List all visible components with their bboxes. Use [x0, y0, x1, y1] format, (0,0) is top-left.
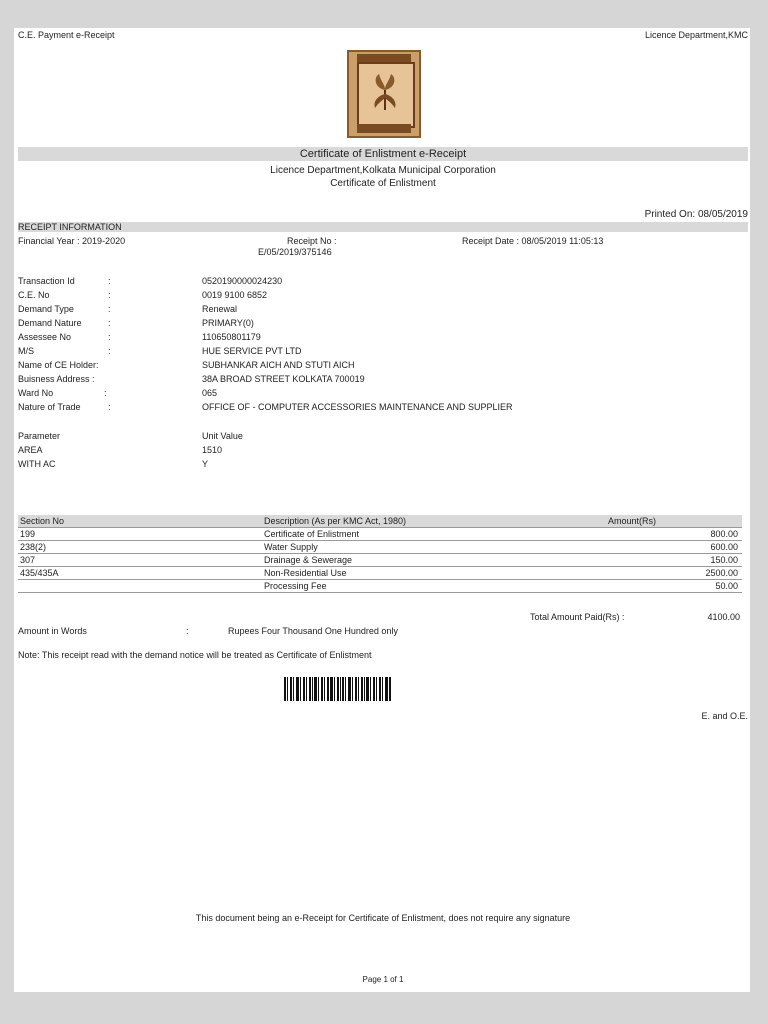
detail-value: 38A BROAD STREET KOLKATA 700019	[202, 374, 365, 384]
amount-cell: 150.00	[506, 554, 742, 567]
amount-words-value: Rupees Four Thousand One Hundred only	[228, 626, 398, 636]
table-row	[18, 541, 742, 554]
description-cell: Drainage & Sewerage	[262, 554, 506, 567]
scan-border-left	[0, 0, 14, 1024]
financial-year: Financial Year : 2019-2020	[18, 236, 126, 246]
kmc-emblem-logo	[347, 50, 421, 138]
col-header-section: Section No	[18, 515, 262, 528]
parameter-value: 1510	[202, 445, 223, 455]
receipt-no-label: Receipt No :	[287, 236, 337, 246]
section-cell: 199	[18, 528, 262, 541]
parameter-value: Y	[202, 459, 209, 469]
table-row	[18, 554, 742, 567]
section-cell: 307	[18, 554, 262, 567]
detail-sep: :	[108, 290, 111, 300]
table-row	[18, 567, 742, 580]
description-cell: Processing Fee	[262, 580, 506, 593]
section-title: RECEIPT INFORMATION	[18, 222, 122, 232]
printed-on: Printed On: 08/05/2019	[644, 209, 748, 220]
section-bar	[18, 222, 748, 232]
fees-header-row	[18, 515, 742, 528]
detail-value: 110650801179	[202, 332, 261, 342]
page-number: Page 1 of 1	[362, 975, 404, 984]
page-title: Certificate of Enlistment e-Receipt	[299, 148, 467, 160]
parameter-label: AREA	[18, 445, 43, 455]
parameter-header-value: Unit Value	[202, 431, 243, 441]
detail-label: Demand Type	[18, 304, 74, 314]
detail-label: Ward No	[18, 388, 54, 398]
subtitle-department: Licence Department,Kolkata Municipal Corporation	[270, 165, 496, 176]
description-cell: Water Supply	[262, 541, 506, 554]
detail-label: Demand Nature	[18, 318, 82, 328]
amount-cell: 50.00	[506, 580, 742, 593]
subtitle-certificate: Certificate of Enlistment	[330, 178, 436, 189]
detail-value: OFFICE OF - COMPUTER ACCESSORIES MAINTENANCE AND SUPPLIER	[202, 402, 513, 412]
scan-border-top	[0, 0, 768, 28]
detail-value: Renewal	[202, 304, 238, 314]
detail-value: 0520190000024230	[202, 276, 283, 286]
detail-label: Name of CE Holder:	[18, 360, 99, 370]
detail-label: M/S	[18, 346, 35, 356]
section-cell	[18, 580, 262, 593]
section-cell: 435/435A	[18, 567, 262, 580]
emblem-icon	[369, 72, 401, 112]
detail-value: 0019 9100 6852	[202, 290, 268, 300]
parameter-label: WITH AC	[18, 459, 56, 469]
signature-note: This document being an e-Receipt for Certificate of Enlistment, does not require any signature	[195, 913, 571, 923]
fees-table	[18, 515, 742, 593]
detail-label: Transaction Id	[18, 276, 75, 286]
detail-sep: :	[108, 276, 111, 286]
scan-border-right	[750, 0, 768, 1024]
note: Note: This receipt read with the demand notice will be treated as Certificate of Enlistment	[18, 650, 372, 660]
amount-cell: 800.00	[506, 528, 742, 541]
detail-label: Nature of Trade	[18, 402, 81, 412]
scan-border-bottom	[0, 992, 768, 1024]
col-header-description: Description (As per KMC Act, 1980)	[262, 515, 506, 528]
total-label: Total Amount Paid(Rs) :	[530, 612, 625, 622]
detail-sep: :	[108, 318, 111, 328]
detail-label: C.E. No	[18, 290, 50, 300]
detail-sep: :	[108, 402, 111, 412]
section-cell: 238(2)	[18, 541, 262, 554]
amount-words-sep: :	[186, 626, 189, 636]
receipt-date: Receipt Date : 08/05/2019 11:05:13	[462, 236, 604, 246]
detail-label: Assessee No	[18, 332, 72, 342]
detail-sep: :	[108, 304, 111, 314]
barcode	[284, 677, 392, 701]
header-right: Licence Department,KMC	[644, 30, 748, 40]
eoe: E. and O.E.	[701, 711, 748, 721]
detail-value: HUE SERVICE PVT LTD	[202, 346, 302, 356]
table-row	[18, 580, 742, 593]
amount-cell: 600.00	[506, 541, 742, 554]
detail-sep: :	[104, 388, 107, 398]
detail-value: 065	[202, 388, 218, 398]
header-left: C.E. Payment e-Receipt	[18, 30, 115, 40]
detail-value: PRIMARY(0)	[202, 318, 254, 328]
logo-bottom-band	[357, 124, 411, 133]
table-row	[18, 528, 742, 541]
description-cell: Non-Residential Use	[262, 567, 506, 580]
col-header-amount: Amount(Rs)	[506, 515, 742, 528]
amount-cell: 2500.00	[506, 567, 742, 580]
parameter-header-label: Parameter	[18, 431, 61, 441]
detail-sep: :	[108, 332, 111, 342]
amount-words-label: Amount in Words	[18, 626, 87, 636]
receipt-no-value: E/05/2019/375146	[258, 247, 332, 257]
detail-label: Buisness Address :	[18, 374, 95, 384]
detail-value: SUBHANKAR AICH AND STUTI AICH	[202, 360, 355, 370]
detail-sep: :	[108, 346, 111, 356]
description-cell: Certificate of Enlistment	[262, 528, 506, 541]
total-value: 4100.00	[707, 612, 740, 622]
